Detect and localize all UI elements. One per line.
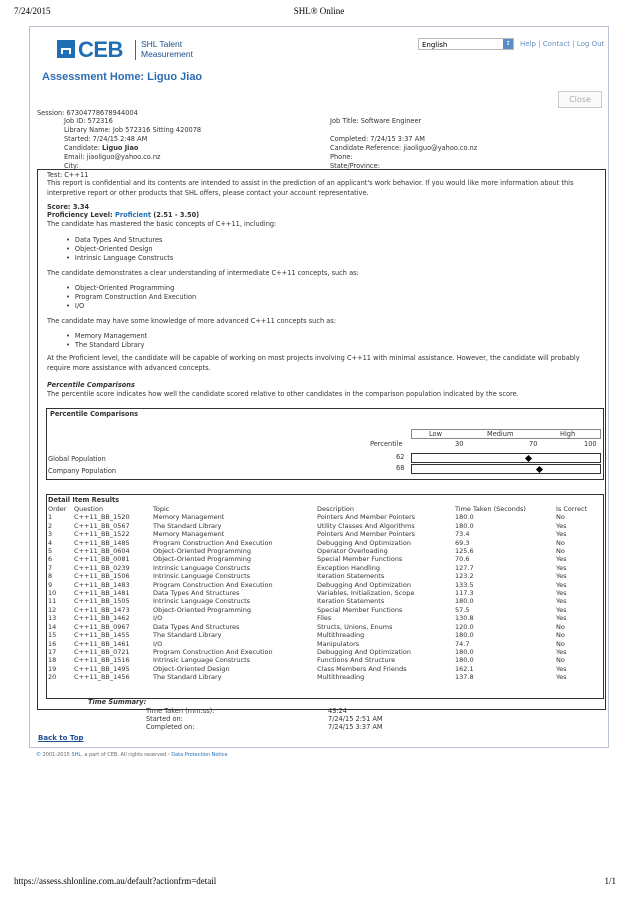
cell-is-correct: Yes	[556, 605, 567, 614]
table-row	[48, 597, 602, 605]
cell-time-taken: 69.3	[455, 538, 470, 547]
cell-topic: Data Types And Structures	[153, 589, 240, 598]
logo-brand: CEB	[78, 37, 123, 62]
cell-description: Iteration Statements	[317, 597, 385, 606]
score: Score: 3.34	[47, 203, 90, 211]
cell-topic: Intrinsic Language Constructs	[153, 656, 251, 665]
table-row	[48, 572, 602, 580]
back-to-top-link[interactable]: Back to Top	[38, 734, 84, 742]
table-row	[48, 530, 602, 538]
state: State/Province:	[330, 162, 380, 170]
mastered-intro: The candidate has mastered the basic concepts of C++11, including:	[47, 220, 277, 228]
cell-time-taken: 180.0	[455, 521, 474, 530]
cell-topic: Memory Management	[153, 513, 225, 522]
cell-question: C++11_BB_1483	[74, 580, 130, 589]
cell-time-taken: 74.7	[455, 639, 470, 648]
table-row	[48, 539, 602, 547]
cell-is-correct: Yes	[556, 664, 567, 673]
cell-time-taken: 120.0	[455, 622, 474, 631]
table-row	[48, 547, 602, 555]
logo-tagline-2: Measurement	[141, 48, 193, 59]
completed-on-value: 7/24/15 3:37 AM	[328, 723, 383, 731]
cell-topic: Intrinsic Language Constructs	[153, 563, 251, 572]
cell-description: Multithreading	[317, 673, 365, 682]
cell-description: Pointers And Member Pointers	[317, 513, 416, 522]
table-row	[48, 623, 602, 631]
cell-order: 3	[48, 530, 53, 539]
logo-divider	[135, 40, 136, 60]
cell-topic: Intrinsic Language Constructs	[153, 572, 251, 581]
cell-question: C++11_BB_1481	[74, 589, 130, 598]
cell-topic: Memory Management	[153, 530, 225, 539]
cell-description: Multithreading	[317, 631, 365, 640]
cell-question: C++11_BB_0604	[74, 547, 130, 556]
started-on-label: Started on:	[146, 715, 183, 723]
print-title: SHL® Online	[293, 6, 345, 16]
cell-question: C++11_BB_1520	[74, 513, 130, 522]
data-protection-link[interactable]: Data Protection Notice	[171, 752, 228, 758]
close-button[interactable]: Close	[558, 91, 602, 108]
cell-description: Special Member Functions	[317, 555, 403, 564]
global-population-marker	[525, 454, 532, 461]
detail-title: Detail Item Results	[48, 496, 120, 504]
copyright-years: 2001-2015	[41, 752, 72, 758]
cell-is-correct: No	[556, 639, 565, 648]
company-population-label: Company Population	[48, 467, 117, 475]
detail-table	[48, 505, 602, 682]
print-url: https://assess.shlonline.com.au/default?actionfrm=detail	[14, 876, 217, 886]
company-population-bar	[411, 464, 601, 474]
link-separator: |	[572, 40, 575, 48]
cell-time-taken: 130.8	[455, 614, 474, 623]
library-name: Library Name: Job 572316 Sitting 420078	[64, 126, 202, 134]
cell-order: 10	[48, 589, 57, 598]
time-taken-value: 43:24	[328, 707, 348, 715]
print-header	[0, 6, 638, 20]
time-taken-label: Time Taken (mm:ss):	[146, 707, 215, 715]
proficiency-range: (2.51 - 3.50)	[150, 211, 200, 219]
cell-is-correct: No	[556, 547, 565, 556]
cell-description: Variables, Initialization, Scope	[317, 589, 415, 598]
logout-link[interactable]: Log Out	[576, 40, 605, 48]
proficiency-value: Proficient	[114, 211, 151, 219]
cell-topic: Object-Oriented Programming	[153, 555, 251, 564]
cell-description: Exception Handling	[317, 563, 381, 572]
cell-order: 8	[48, 572, 53, 581]
cell-time-taken: 180.0	[455, 656, 474, 665]
cell-is-correct: Yes	[556, 580, 567, 589]
cell-description: Special Member Functions	[317, 605, 403, 614]
header-is-correct: Is Correct	[556, 505, 588, 513]
cell-order: 18	[48, 656, 57, 665]
page-title: Assessment Home: Liguo Jiao	[42, 71, 203, 83]
list-item: • Object-Oriented Programming	[74, 284, 196, 293]
cell-is-correct: Yes	[556, 555, 567, 564]
tick-100: 100	[584, 440, 597, 448]
cell-description: Operator Overloading	[317, 547, 388, 556]
tick-70: 70	[529, 440, 538, 448]
cell-topic: The Standard Library	[153, 521, 222, 530]
copyright-symbol[interactable]: ©	[36, 752, 41, 758]
list-item: • Program Construction And Execution	[74, 293, 196, 302]
table-row	[48, 665, 602, 673]
cell-description: Debugging And Optimization	[317, 538, 411, 547]
cell-topic: I/O	[153, 639, 163, 648]
cell-is-correct: No	[556, 513, 565, 522]
table-row	[48, 522, 602, 530]
percentile-title: Percentile Comparisons	[50, 410, 139, 418]
started: Started: 7/24/15 2:48 AM	[64, 135, 148, 143]
chevron-updown-icon: ↕	[503, 39, 513, 49]
help-link[interactable]: Help	[520, 40, 536, 48]
cell-description: Files	[317, 614, 332, 623]
cell-is-correct: Yes	[556, 589, 567, 598]
cell-order: 12	[48, 605, 57, 614]
pc-text: The percentile score indicates how well the candidate scored relative to other candidates in the comparison population indicated by the score.	[47, 390, 519, 398]
list-item: • Object-Oriented Design	[74, 245, 173, 254]
cell-is-correct: Yes	[556, 614, 567, 623]
header-time-taken: Time Taken (Seconds)	[455, 505, 526, 513]
global-population-value: 62	[396, 453, 405, 461]
candidate-reference: Candidate Reference: jiaoliguo@yahoo.co.nz	[330, 144, 478, 152]
time-summary-title: Time Summary:	[88, 698, 147, 706]
contact-link[interactable]: Contact	[542, 40, 571, 48]
cell-time-taken: 180.0	[455, 647, 474, 656]
cell-time-taken: 162.1	[455, 664, 474, 673]
print-footer	[0, 876, 638, 890]
link-separator: |	[538, 40, 541, 48]
cell-topic: The Standard Library	[153, 673, 222, 682]
cell-question: C++11_BB_1505	[74, 597, 130, 606]
cell-is-correct: No	[556, 631, 565, 640]
cell-topic: Data Types And Structures	[153, 622, 240, 631]
table-row	[48, 640, 602, 648]
percentile-levels	[411, 429, 601, 439]
global-population-label: Global Population	[48, 455, 106, 463]
test-name: Test: C++11	[47, 171, 89, 179]
cell-topic: Program Construction And Execution	[153, 647, 273, 656]
cell-topic: Object-Oriented Design	[153, 664, 230, 673]
header-question: Question	[74, 505, 104, 513]
city: City:	[64, 162, 79, 170]
cell-order: 19	[48, 664, 57, 673]
cell-order: 17	[48, 647, 57, 656]
cell-question: C++11_BB_0239	[74, 563, 130, 572]
table-row	[48, 581, 602, 589]
logo-tagline	[141, 40, 193, 59]
completed: Completed: 7/24/15 3:37 AM	[330, 135, 425, 143]
cell-order: 11	[48, 597, 57, 606]
cell-time-taken: 180.0	[455, 513, 474, 522]
cell-order: 6	[48, 555, 53, 564]
level-low: Low	[429, 430, 442, 438]
candidate	[64, 144, 138, 153]
tick-30: 30	[455, 440, 464, 448]
session-id: Session: 67304778678944004	[37, 109, 138, 117]
global-population-bar	[411, 453, 601, 463]
proficiency-level	[47, 211, 199, 220]
company-population-value: 68	[396, 464, 405, 472]
cell-is-correct: Yes	[556, 563, 567, 572]
cell-order: 15	[48, 631, 57, 640]
some-intro: The candidate may have some knowledge of more advanced C++11 concepts such as:	[47, 317, 336, 325]
cell-question: C++11_BB_1456	[74, 673, 130, 682]
table-row	[48, 631, 602, 639]
job-title: Job Title: Software Engineer	[330, 117, 422, 125]
level-high: High	[560, 430, 576, 438]
cell-order: 4	[48, 538, 53, 547]
email: Email: jiaoliguo@yahoo.co.nz	[64, 153, 161, 161]
cell-description: Debugging And Optimization	[317, 580, 411, 589]
cell-topic: Intrinsic Language Constructs	[153, 597, 251, 606]
list-item: • The Standard Library	[74, 341, 147, 350]
cell-time-taken: 70.6	[455, 555, 470, 564]
cell-question: C++11_BB_0967	[74, 622, 130, 631]
cell-is-correct: Yes	[556, 647, 567, 656]
cell-topic: Object-Oriented Programming	[153, 605, 251, 614]
table-header-row	[48, 505, 602, 513]
language-selected: English	[422, 41, 448, 49]
candidate-name: Liguo Jiao	[102, 144, 139, 152]
phone: Phone:	[330, 153, 353, 161]
cell-topic: Program Construction And Execution	[153, 580, 273, 589]
cell-description: Debugging And Optimization	[317, 647, 411, 656]
list-item: • I/O	[74, 302, 196, 311]
cell-order: 2	[48, 521, 53, 530]
cell-topic: I/O	[153, 614, 163, 623]
cell-time-taken: 127.7	[455, 563, 474, 572]
table-row	[48, 589, 602, 597]
cell-order: 14	[48, 622, 57, 631]
job-id: Job ID: 572316	[64, 117, 113, 125]
cell-is-correct: Yes	[556, 530, 567, 539]
cell-description: Pointers And Member Pointers	[317, 530, 416, 539]
cell-question: C++11_BB_1461	[74, 639, 130, 648]
cell-order: 5	[48, 547, 53, 556]
language-select[interactable]	[418, 38, 514, 50]
print-page-number: 1/1	[604, 876, 616, 886]
copyright	[36, 752, 228, 758]
cell-description: Class Members And Friends	[317, 664, 407, 673]
cell-time-taken: 137.8	[455, 673, 474, 682]
cell-topic: Program Construction And Execution	[153, 538, 273, 547]
cell-order: 9	[48, 580, 53, 589]
print-date: 7/24/2015	[14, 6, 51, 16]
cell-order: 7	[48, 563, 53, 572]
cell-is-correct: No	[556, 538, 565, 547]
cell-order: 20	[48, 673, 57, 682]
table-row	[48, 606, 602, 614]
report-intro: This report is confidential and its contents are intended to assist in the prediction of an applicant's work behavior. If you would like more information about this interpretive report or other products that SHL offers, please contact your account representative.	[47, 179, 574, 197]
cell-order: 13	[48, 614, 57, 623]
cell-time-taken: 180.0	[455, 631, 474, 640]
list-item: • Memory Management	[74, 332, 147, 341]
cell-question: C++11_BB_1522	[74, 530, 130, 539]
cell-question: C++11_BB_1495	[74, 664, 130, 673]
list-item: • Intrinsic Language Constructs	[74, 254, 173, 263]
cell-description: Iteration Statements	[317, 572, 385, 581]
cell-time-taken: 180.0	[455, 597, 474, 606]
ceb-building-icon	[57, 40, 75, 58]
cell-question: C++11_BB_0081	[74, 555, 130, 564]
table-row	[48, 614, 602, 622]
cell-topic: Object-Oriented Programming	[153, 547, 251, 556]
cell-question: C++11_BB_1462	[74, 614, 130, 623]
cell-is-correct: Yes	[556, 572, 567, 581]
level-medium: Medium	[487, 430, 514, 438]
table-row	[48, 564, 602, 572]
cell-time-taken: 125.6	[455, 547, 474, 556]
header-topic: Topic	[153, 505, 170, 513]
completed-on-label: Completed on:	[146, 723, 195, 731]
list-item: • Data Types And Structures	[74, 236, 173, 245]
mastered-list	[74, 236, 173, 263]
cell-description: Structs, Unions, Enums	[317, 622, 393, 631]
cell-is-correct: Yes	[556, 673, 567, 682]
cell-time-taken: 123.2	[455, 572, 474, 581]
logo-tagline-1: SHL Talent	[141, 39, 183, 49]
shl-link[interactable]: SHL	[71, 752, 82, 758]
table-row	[48, 673, 602, 681]
cell-is-correct: No	[556, 656, 565, 665]
started-on-value: 7/24/15 2:51 AM	[328, 715, 383, 723]
header-description: Description	[317, 505, 355, 513]
percentile-label: Percentile	[370, 440, 403, 448]
some-list	[74, 332, 147, 350]
table-row	[48, 648, 602, 656]
company-population-marker	[536, 465, 543, 472]
pc-heading: Percentile Comparisons	[47, 381, 135, 389]
cell-description: Utility Classes And Algorithms	[317, 521, 415, 530]
candidate-label: Candidate:	[64, 144, 103, 152]
understanding-list	[74, 284, 196, 311]
cell-time-taken: 133.5	[455, 580, 474, 589]
top-links	[520, 40, 604, 48]
cell-is-correct: No	[556, 622, 565, 631]
understanding-intro: The candidate demonstrates a clear understanding of intermediate C++11 concepts, such as:	[47, 269, 359, 277]
cell-question: C++11_BB_0721	[74, 647, 130, 656]
cell-question: C++11_BB_1516	[74, 656, 130, 665]
cell-question: C++11_BB_0567	[74, 521, 130, 530]
cell-question: C++11_BB_1485	[74, 538, 130, 547]
cell-question: C++11_BB_1473	[74, 605, 130, 614]
cell-topic: The Standard Library	[153, 631, 222, 640]
cell-question: C++11_BB_1506	[74, 572, 130, 581]
table-row	[48, 656, 602, 664]
cell-order: 1	[48, 513, 53, 522]
table-row	[48, 555, 602, 563]
cell-description: Functions And Structure	[317, 656, 396, 665]
cell-question: C++11_BB_1455	[74, 631, 130, 640]
proficiency-label: Proficiency Level:	[47, 211, 115, 219]
cell-time-taken: 73.4	[455, 530, 470, 539]
table-row	[48, 513, 602, 521]
cell-order: 16	[48, 639, 57, 648]
proficient-text: At the Proficient level, the candidate will be capable of working on most projects involving C++11 with minimal assistance. However, the candidate will probably require more assistance with advanced concepts.	[47, 354, 580, 372]
cell-time-taken: 117.3	[455, 589, 474, 598]
cell-description: Manipulators	[317, 639, 360, 648]
cell-is-correct: Yes	[556, 597, 567, 606]
cell-is-correct: Yes	[556, 521, 567, 530]
header-order: Order	[48, 505, 67, 513]
cell-time-taken: 57.5	[455, 605, 470, 614]
copyright-text: , a part of CEB. All rights reserved -	[81, 752, 172, 758]
